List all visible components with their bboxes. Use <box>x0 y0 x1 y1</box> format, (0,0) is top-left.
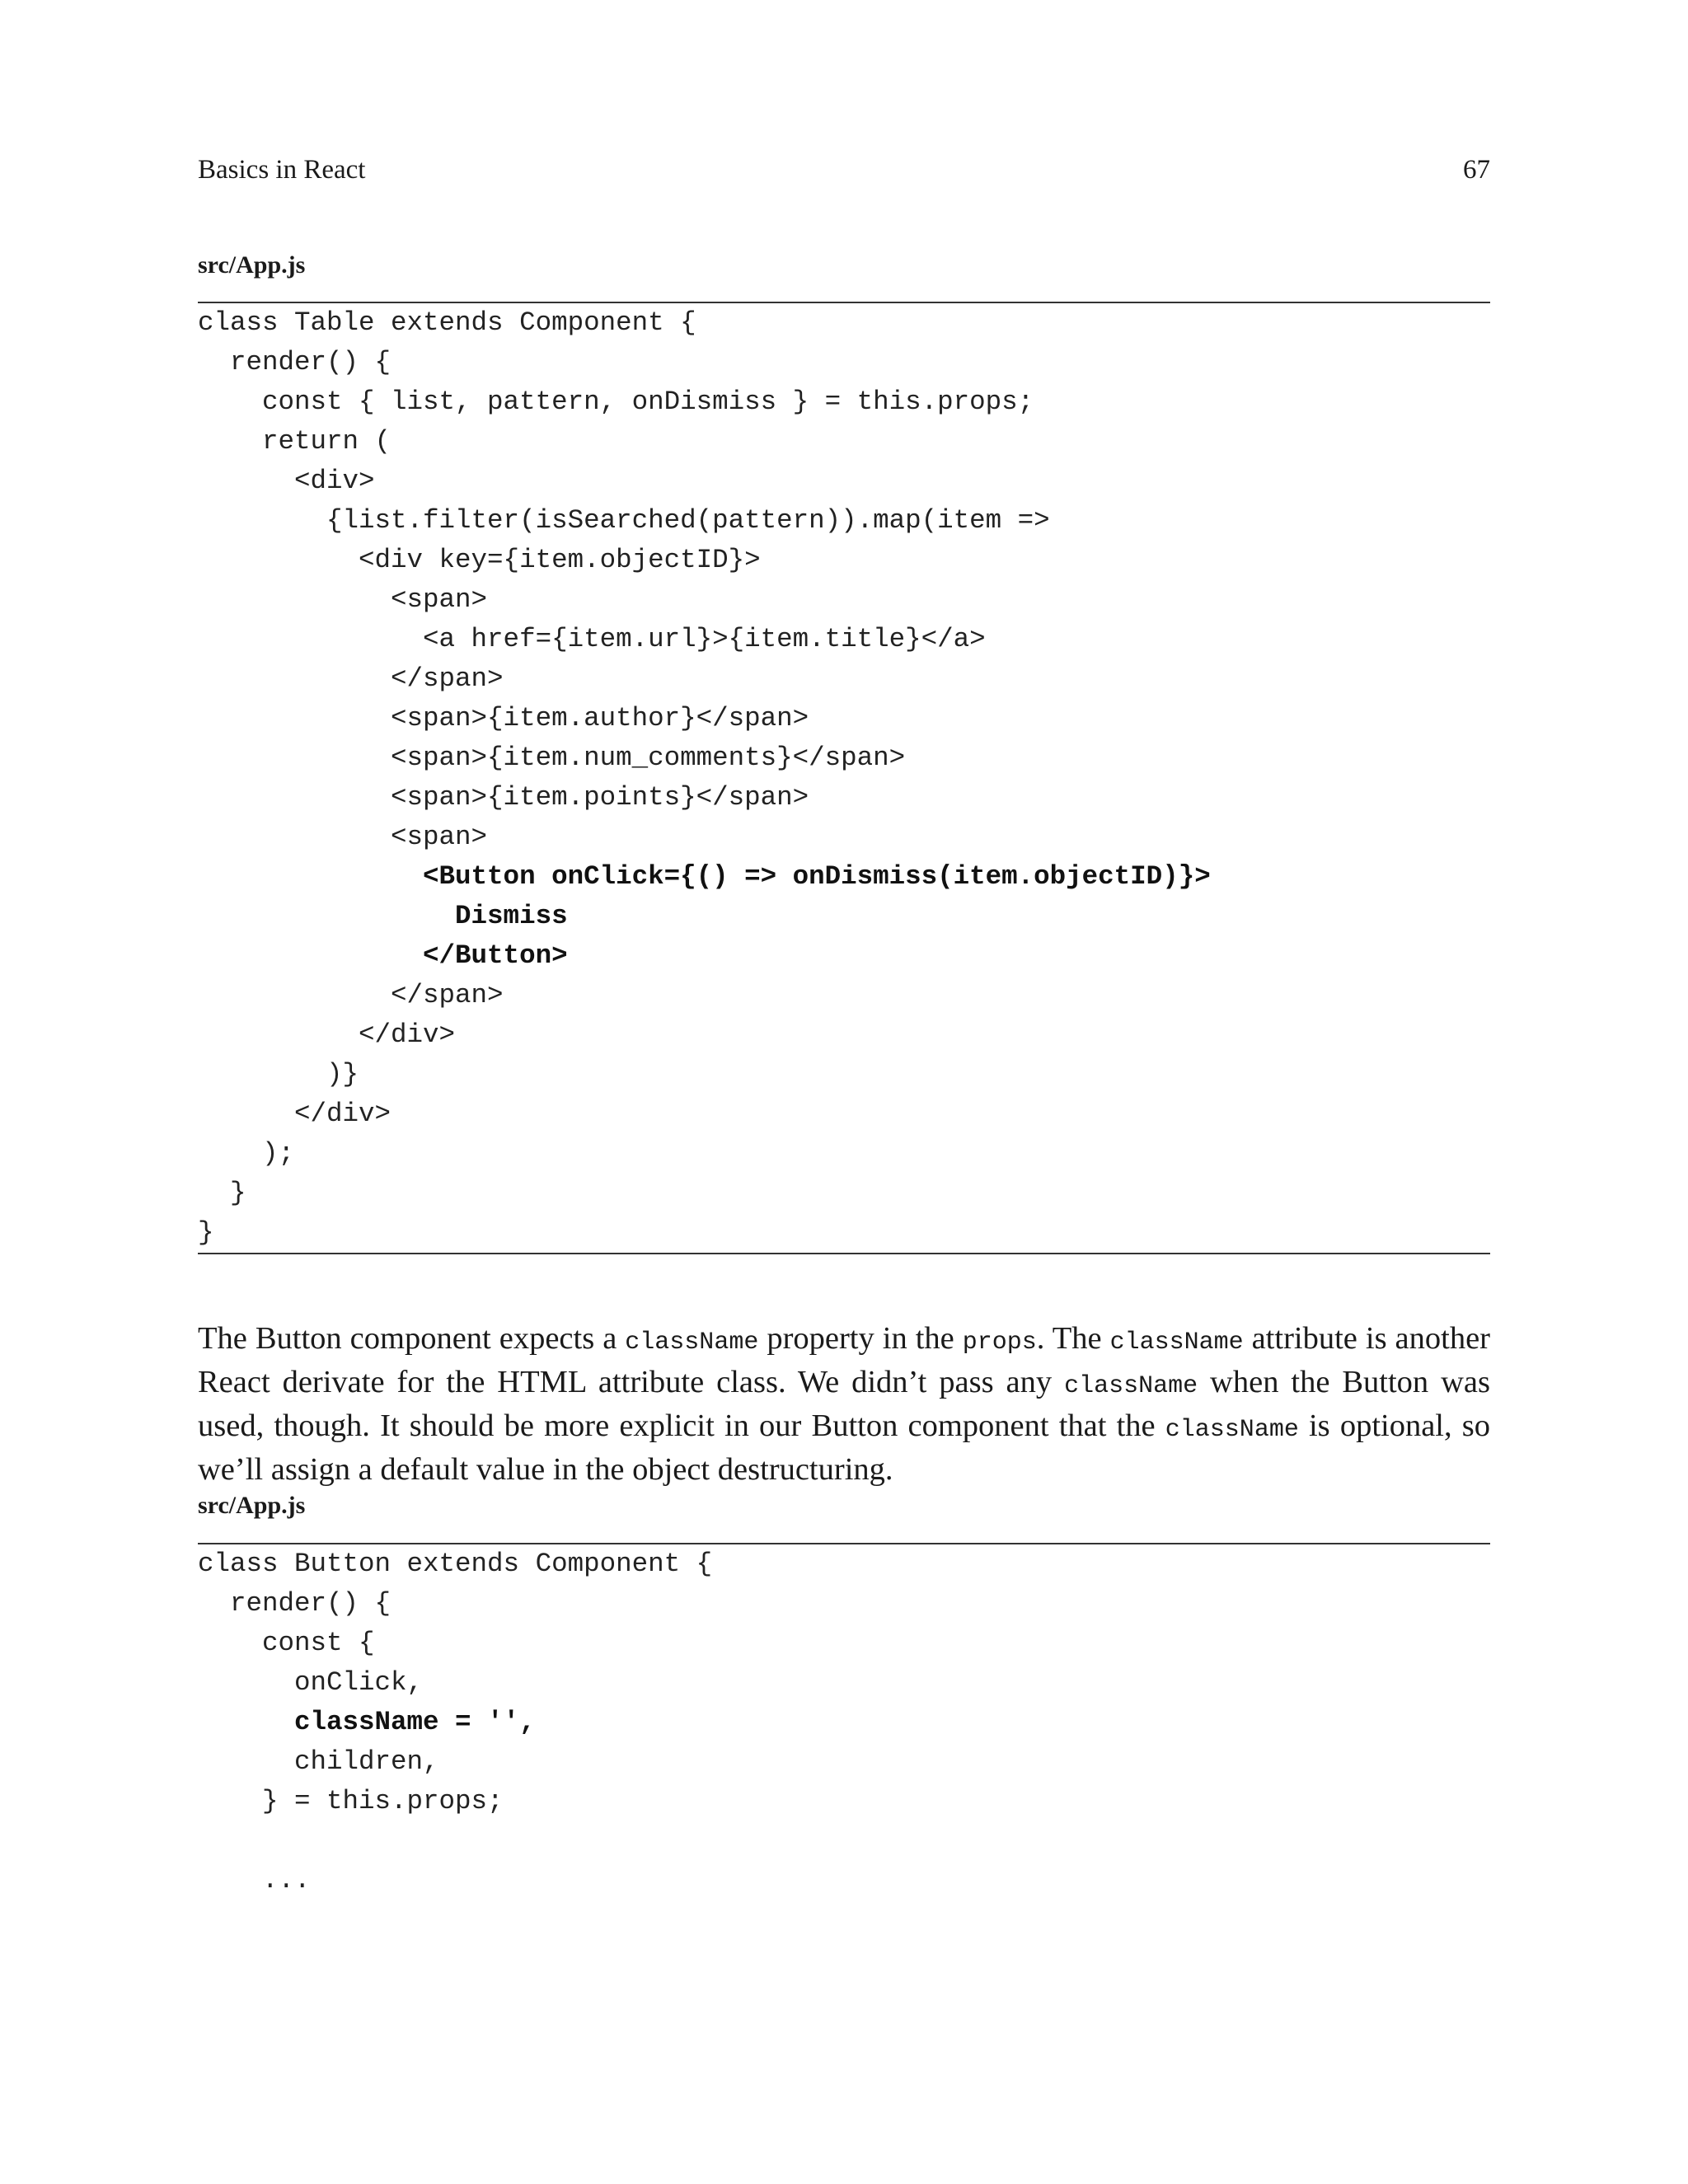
code-line-highlighted: <Button onClick={() => onDismiss(item.objectID)}> <box>198 861 1211 892</box>
code-line: children, <box>198 1746 439 1777</box>
code-line: render() { <box>198 347 392 377</box>
code-line: </span> <box>198 980 504 1010</box>
code-line: {list.filter(isSearched(pattern)).map(item => <box>198 505 1050 536</box>
page-number: 67 <box>1463 155 1490 185</box>
paragraph-text: attribute is another React derivate for the HTML attribute class. We didn’t pass any <box>198 1321 1491 1399</box>
code-line: class Table extends Component { <box>198 307 696 338</box>
code-line: )} <box>198 1059 359 1090</box>
code-line: ); <box>198 1138 295 1169</box>
code-line: <a href={item.url}>{item.title}</a> <box>198 624 986 654</box>
inline-code: className <box>1109 1329 1244 1357</box>
inline-code: className <box>1064 1372 1198 1400</box>
paragraph-text: . The <box>1036 1321 1110 1356</box>
code-line: } = this.props; <box>198 1786 504 1816</box>
code-line: <div> <box>198 466 375 496</box>
code-line: } <box>198 1178 246 1208</box>
paragraph-text: The Button component expects a <box>198 1321 626 1356</box>
code-listing-table <box>198 302 1490 1254</box>
code-line: onClick, <box>198 1667 424 1698</box>
code-line <box>198 1821 1490 1861</box>
paragraph-text: when the Button was used, though. It should be more explicit in our Button component that the <box>198 1365 1490 1443</box>
code-line-highlighted: </Button> <box>198 940 568 971</box>
code-line-highlighted: Dismiss <box>198 901 568 931</box>
code-line: </div> <box>198 1099 392 1129</box>
inline-code: props <box>962 1329 1037 1357</box>
paragraph-text: is optional, so we’ll assign a default value in the object destructuring. <box>198 1408 1491 1487</box>
code-line: <span> <box>198 822 488 852</box>
code-line: <span> <box>198 584 488 615</box>
code-line: <div key={item.objectID}> <box>198 545 761 575</box>
code-line-highlighted: className = '', <box>198 1707 536 1737</box>
file-label: src/App.js <box>198 1492 306 1519</box>
code-line: const { <box>198 1628 375 1658</box>
code-line: class Button extends Component { <box>198 1549 713 1579</box>
inline-code: className <box>625 1329 759 1357</box>
code-line: <span>{item.num_comments}</span> <box>198 743 906 773</box>
code-line: const { list, pattern, onDismiss } = this.props; <box>198 387 1034 417</box>
body-paragraph <box>198 1319 1490 1489</box>
file-label: src/App.js <box>198 251 306 279</box>
code-line: } <box>198 1217 214 1248</box>
inline-code: className <box>1165 1416 1299 1444</box>
code-line: return ( <box>198 426 392 457</box>
code-line: </div> <box>198 1019 456 1050</box>
code-listing-button <box>198 1543 1490 1900</box>
code-line: ... <box>198 1865 311 1896</box>
code-line: </span> <box>198 663 504 694</box>
page-header <box>198 155 1490 191</box>
code-line: render() { <box>198 1588 392 1619</box>
code-line: <span>{item.author}</span> <box>198 703 809 733</box>
running-title: Basics in React <box>198 155 366 185</box>
code-line: <span>{item.points}</span> <box>198 782 809 813</box>
paragraph-text: property in the <box>758 1321 963 1356</box>
